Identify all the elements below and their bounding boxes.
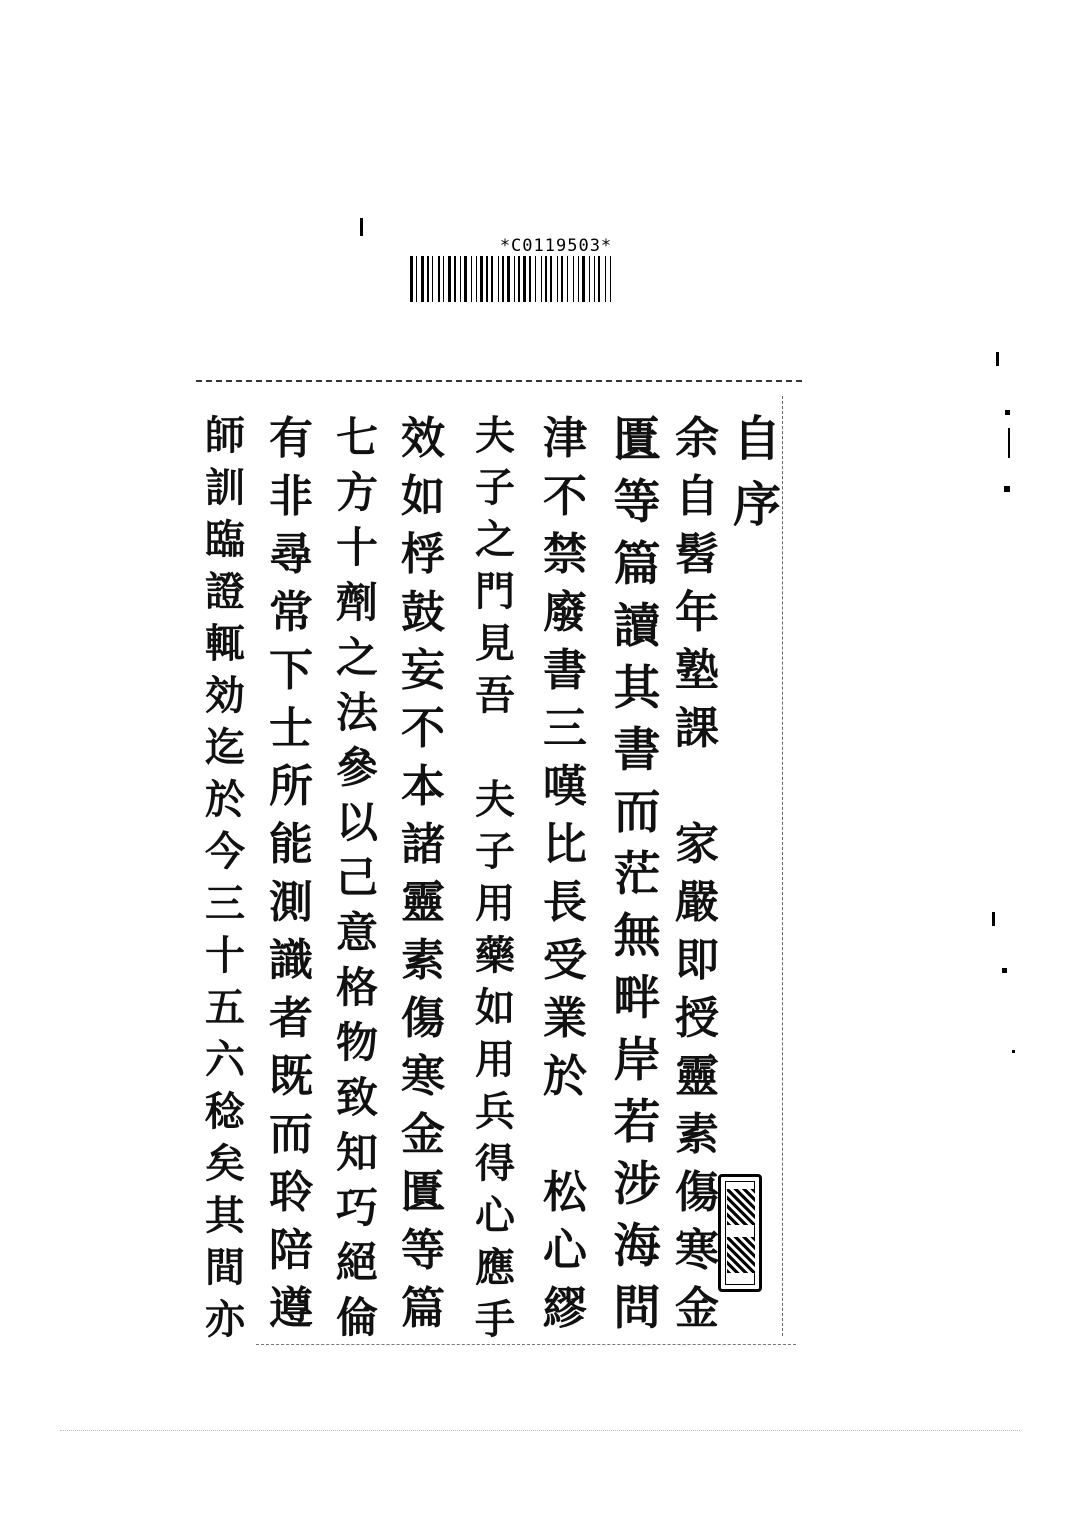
text-char: 傷 bbox=[401, 993, 445, 1044]
text-char: 嚴 bbox=[675, 877, 719, 928]
text-char: 繆 bbox=[543, 1283, 587, 1334]
text-char: 之 bbox=[475, 516, 515, 563]
text-char: 七 bbox=[335, 413, 378, 462]
text-column-8 bbox=[196, 410, 254, 1346]
text-char: 等 bbox=[613, 475, 661, 530]
barcode-bar bbox=[535, 256, 536, 302]
text-char: 心 bbox=[475, 1192, 515, 1239]
text-char: 法 bbox=[335, 688, 378, 737]
text-char: 陪 bbox=[269, 1225, 313, 1276]
text-char: 若 bbox=[613, 1095, 661, 1150]
text-char: 吾 bbox=[475, 672, 515, 719]
text-char: 讀 bbox=[613, 599, 661, 654]
text-char: 倫 bbox=[335, 1293, 378, 1342]
text-char: 士 bbox=[269, 703, 313, 754]
text-char: 即 bbox=[675, 935, 719, 986]
text-char: 臨 bbox=[205, 516, 245, 563]
text-char bbox=[536, 1106, 594, 1164]
text-char: 三 bbox=[205, 880, 245, 927]
barcode-bar bbox=[471, 256, 472, 302]
text-char: 金 bbox=[401, 1109, 445, 1160]
barcode-bar bbox=[427, 256, 429, 302]
scan-speck bbox=[1004, 486, 1010, 492]
text-char: 於 bbox=[543, 1051, 587, 1102]
text-char: 得 bbox=[475, 1140, 515, 1187]
text-char: 有 bbox=[269, 413, 313, 464]
text-char: 其 bbox=[613, 661, 661, 716]
text-char: 參 bbox=[335, 743, 378, 792]
text-char: 物 bbox=[335, 1018, 378, 1067]
text-char: 六 bbox=[205, 1036, 245, 1083]
text-char: 三 bbox=[543, 703, 587, 754]
text-char: 矣 bbox=[205, 1140, 245, 1187]
barcode-bar bbox=[523, 256, 526, 302]
scan-speck bbox=[1008, 428, 1010, 458]
barcode-bar bbox=[610, 256, 611, 302]
text-char bbox=[668, 758, 726, 816]
text-char: 問 bbox=[613, 1281, 661, 1336]
text-char: 不 bbox=[543, 471, 587, 522]
text-char: 效 bbox=[401, 413, 445, 464]
text-column-4 bbox=[466, 410, 524, 1346]
text-char: 夫 bbox=[475, 412, 515, 459]
barcode-bar bbox=[448, 256, 451, 302]
text-char: 子 bbox=[475, 828, 515, 875]
text-char: 素 bbox=[675, 1109, 719, 1160]
barcode-number: *C0119503* bbox=[499, 236, 613, 256]
text-char: 寒 bbox=[675, 1225, 719, 1276]
barcode-bar bbox=[561, 256, 563, 302]
library-barcode bbox=[408, 236, 704, 306]
text-char: 髫 bbox=[675, 529, 719, 580]
text-char: 迄 bbox=[205, 724, 245, 771]
text-char: 尋 bbox=[269, 529, 313, 580]
text-char: 己 bbox=[335, 853, 378, 902]
barcode-bar bbox=[421, 256, 424, 302]
scan-speck bbox=[996, 352, 999, 366]
text-char: 篇 bbox=[401, 1283, 445, 1334]
scan-speck bbox=[360, 218, 363, 236]
text-char: 知 bbox=[335, 1128, 378, 1177]
text-char: 業 bbox=[543, 993, 587, 1044]
red-seal-stamp bbox=[718, 1174, 762, 1292]
text-char: 而 bbox=[269, 1109, 313, 1160]
text-char: 受 bbox=[543, 935, 587, 986]
barcode-bar bbox=[594, 256, 595, 302]
text-char: 手 bbox=[475, 1296, 515, 1343]
text-char: 篇 bbox=[613, 537, 661, 592]
text-char: 如 bbox=[475, 984, 515, 1031]
barcode-bar bbox=[498, 256, 499, 302]
text-char: 靈 bbox=[401, 877, 445, 928]
barcode-bar bbox=[464, 256, 467, 302]
barcode-bar bbox=[557, 256, 558, 302]
barcode-bar bbox=[476, 256, 477, 302]
barcode-bar bbox=[598, 256, 600, 302]
heading-char: 自 bbox=[732, 411, 781, 467]
text-char: 五 bbox=[205, 984, 245, 1031]
text-char: 嘆 bbox=[543, 761, 587, 812]
barcode-bar bbox=[541, 256, 542, 302]
barcode-bar bbox=[432, 256, 433, 302]
text-char: 之 bbox=[335, 633, 378, 682]
text-char: 匱 bbox=[401, 1167, 445, 1218]
text-char: 其 bbox=[205, 1192, 245, 1239]
text-char: 常 bbox=[269, 587, 313, 638]
barcode-bar bbox=[507, 256, 510, 302]
text-char: 素 bbox=[401, 935, 445, 986]
text-char: 方 bbox=[335, 468, 378, 517]
text-char: 松 bbox=[543, 1167, 587, 1218]
text-char: 能 bbox=[269, 819, 313, 870]
text-char: 用 bbox=[475, 880, 515, 927]
text-char: 下 bbox=[269, 645, 313, 696]
text-char: 妄 bbox=[401, 645, 445, 696]
barcode-bar bbox=[578, 256, 579, 302]
barcode-bar bbox=[443, 256, 444, 302]
barcode-bar bbox=[454, 256, 456, 302]
text-char: 寒 bbox=[401, 1051, 445, 1102]
text-char: 遵 bbox=[269, 1283, 313, 1334]
text-char: 年 bbox=[675, 587, 719, 638]
text-char: 間 bbox=[205, 1244, 245, 1291]
text-char: 見 bbox=[475, 620, 515, 667]
text-char: 不 bbox=[401, 703, 445, 754]
text-char: 絕 bbox=[335, 1238, 378, 1287]
text-char: 課 bbox=[675, 703, 719, 754]
text-char: 本 bbox=[401, 761, 445, 812]
text-char: 効 bbox=[205, 672, 245, 719]
text-char: 如 bbox=[401, 471, 445, 522]
page-border-top bbox=[196, 380, 802, 382]
scan-speck bbox=[1012, 1050, 1015, 1053]
barcode-bar bbox=[582, 256, 585, 302]
scan-edge bbox=[60, 1430, 1020, 1431]
text-char: 子 bbox=[475, 464, 515, 511]
scan-speck bbox=[992, 912, 995, 926]
text-char: 藥 bbox=[475, 932, 515, 979]
text-column-7 bbox=[262, 410, 320, 1338]
text-char: 塾 bbox=[675, 645, 719, 696]
text-char: 諸 bbox=[401, 819, 445, 870]
text-char: 識 bbox=[269, 935, 313, 986]
heading-char: 序 bbox=[732, 477, 781, 533]
text-char: 比 bbox=[543, 819, 587, 870]
text-char: 書 bbox=[543, 645, 587, 696]
barcode-bar bbox=[514, 256, 515, 302]
text-column-6 bbox=[328, 410, 386, 1345]
text-char: 靈 bbox=[675, 1051, 719, 1102]
barcode-bar bbox=[567, 256, 568, 302]
text-char: 長 bbox=[543, 877, 587, 928]
text-char: 非 bbox=[269, 471, 313, 522]
barcode-bar bbox=[550, 256, 552, 302]
text-char: 傷 bbox=[675, 1167, 719, 1218]
text-char: 兵 bbox=[475, 1088, 515, 1135]
text-char: 津 bbox=[543, 413, 587, 464]
barcode-bar bbox=[410, 256, 413, 302]
text-char: 家 bbox=[675, 819, 719, 870]
text-char: 授 bbox=[675, 993, 719, 1044]
text-char: 禁 bbox=[543, 529, 587, 580]
text-char: 所 bbox=[269, 761, 313, 812]
text-char: 亦 bbox=[205, 1296, 245, 1343]
barcode-bar bbox=[460, 256, 461, 302]
text-char: 訓 bbox=[205, 464, 245, 511]
barcode-bar bbox=[502, 256, 504, 302]
text-char: 夫 bbox=[475, 776, 515, 823]
text-char bbox=[466, 722, 524, 774]
text-char: 自 bbox=[675, 471, 719, 522]
barcode-bar bbox=[416, 256, 417, 302]
manuscript-page bbox=[196, 376, 802, 1346]
text-char: 師 bbox=[205, 412, 245, 459]
text-char: 書 bbox=[613, 723, 661, 778]
text-char: 於 bbox=[205, 776, 245, 823]
text-char: 今 bbox=[205, 828, 245, 875]
text-char: 證 bbox=[205, 568, 245, 615]
preface-heading bbox=[728, 406, 786, 538]
text-char: 廢 bbox=[543, 587, 587, 638]
text-column-3 bbox=[536, 410, 594, 1338]
text-char: 岸 bbox=[613, 1033, 661, 1088]
barcode-bar bbox=[545, 256, 547, 302]
text-char: 格 bbox=[335, 963, 378, 1012]
barcode-bar bbox=[573, 256, 574, 302]
text-char: 稔 bbox=[205, 1088, 245, 1135]
text-char: 金 bbox=[675, 1283, 719, 1334]
barcode-bar bbox=[589, 256, 590, 302]
text-char: 十 bbox=[205, 932, 245, 979]
scan-speck bbox=[1002, 968, 1007, 973]
barcode-bar bbox=[518, 256, 520, 302]
text-char: 聆 bbox=[269, 1167, 313, 1218]
barcode-bar bbox=[480, 256, 483, 302]
text-column-5 bbox=[394, 410, 452, 1338]
barcode-bar bbox=[605, 256, 606, 302]
text-char: 測 bbox=[269, 877, 313, 928]
text-char: 門 bbox=[475, 568, 515, 615]
text-char: 致 bbox=[335, 1073, 378, 1122]
text-char: 以 bbox=[335, 798, 378, 847]
text-char: 匱 bbox=[613, 413, 661, 468]
text-char: 涉 bbox=[613, 1157, 661, 1212]
text-char: 巧 bbox=[335, 1183, 378, 1232]
barcode-bar bbox=[491, 256, 493, 302]
text-char: 茫 bbox=[613, 847, 661, 902]
text-char: 鼓 bbox=[401, 587, 445, 638]
text-char: 劑 bbox=[335, 578, 378, 627]
text-char: 者 bbox=[269, 993, 313, 1044]
text-char: 海 bbox=[613, 1219, 661, 1274]
text-char: 意 bbox=[335, 908, 378, 957]
scan-speck bbox=[1005, 410, 1010, 415]
text-char: 桴 bbox=[401, 529, 445, 580]
text-char: 而 bbox=[613, 785, 661, 840]
text-char: 用 bbox=[475, 1036, 515, 1083]
text-char: 無 bbox=[613, 909, 661, 964]
text-char: 應 bbox=[475, 1244, 515, 1291]
text-char: 余 bbox=[675, 413, 719, 464]
text-char: 畔 bbox=[613, 971, 661, 1026]
barcode-bar bbox=[529, 256, 531, 302]
text-char: 十 bbox=[335, 523, 378, 572]
barcode-bar bbox=[486, 256, 488, 302]
text-char: 等 bbox=[401, 1225, 445, 1276]
text-char: 心 bbox=[543, 1225, 587, 1276]
text-char: 既 bbox=[269, 1051, 313, 1102]
barcode-bars bbox=[410, 256, 702, 302]
text-column-2 bbox=[608, 410, 666, 1340]
text-char: 輒 bbox=[205, 620, 245, 667]
barcode-bar bbox=[438, 256, 440, 302]
